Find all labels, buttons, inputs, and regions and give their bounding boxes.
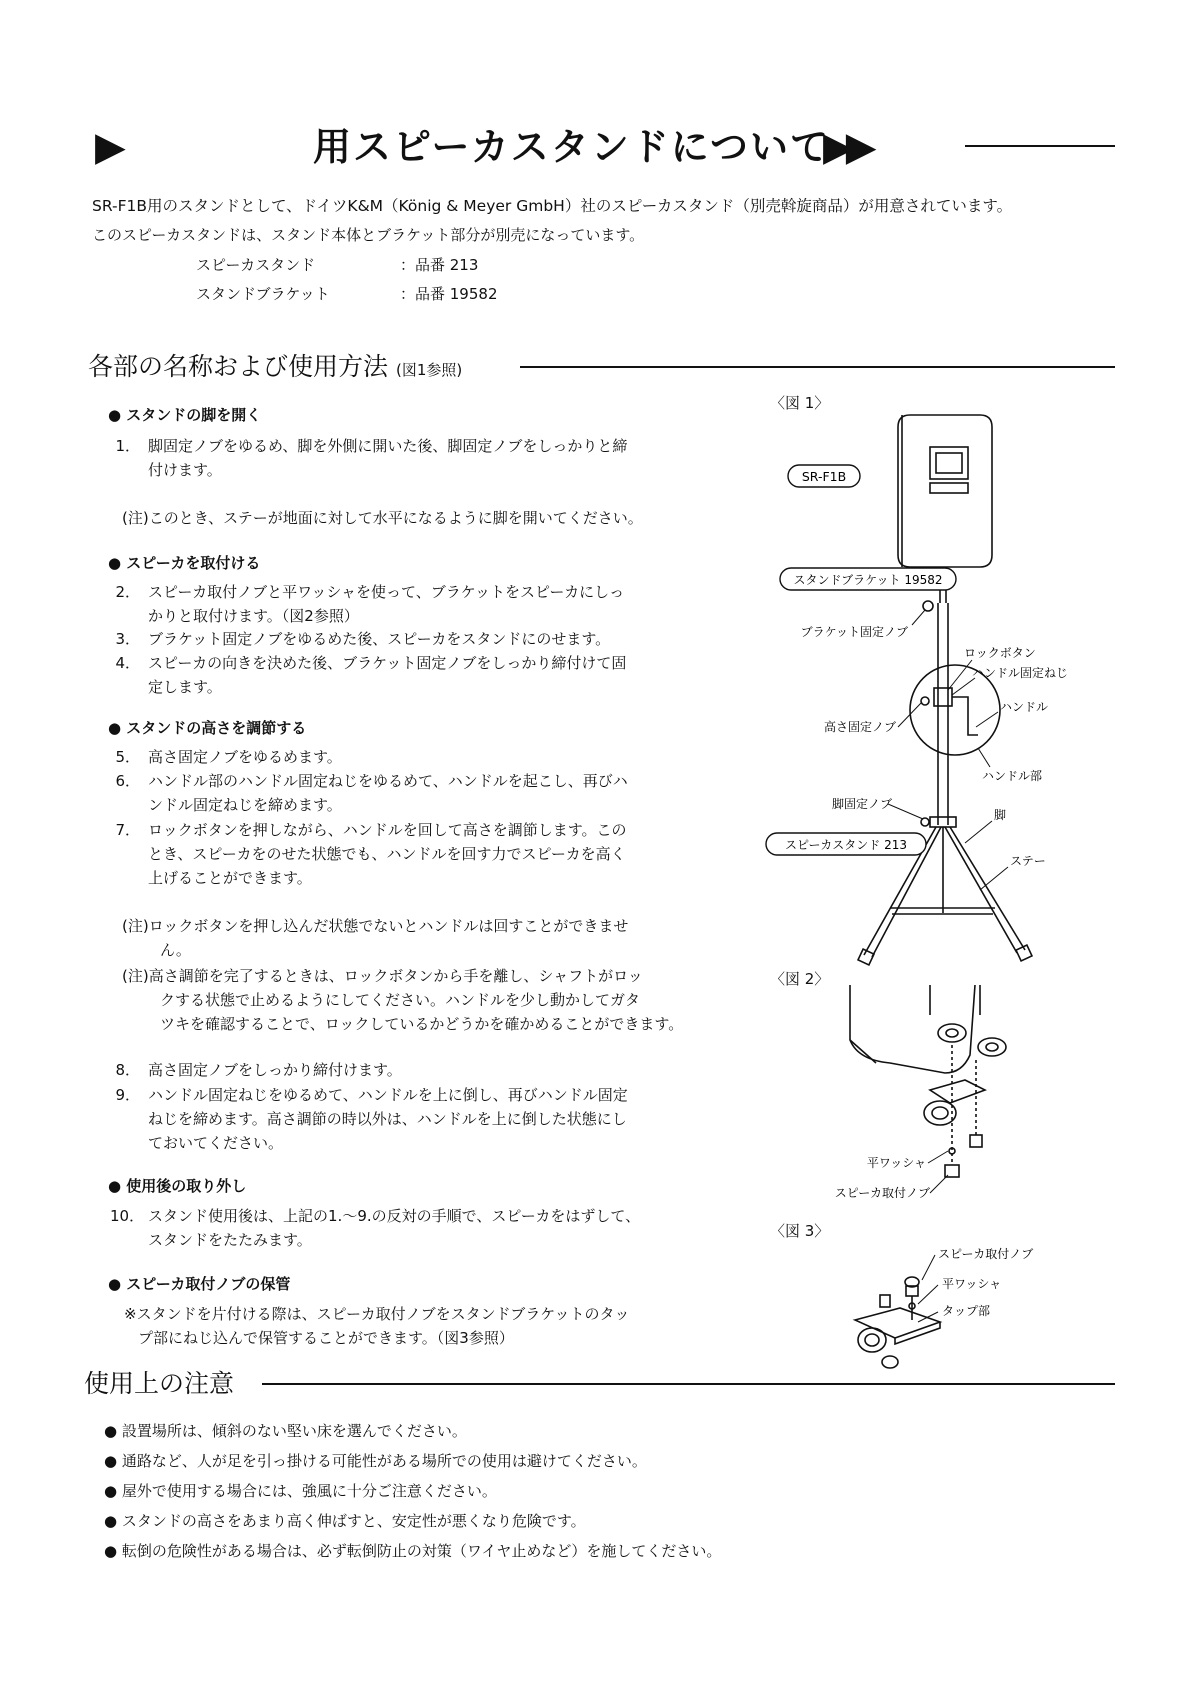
step-10-line-2: スタンドをたたみます。 bbox=[148, 1231, 312, 1249]
figure-1-diagram bbox=[760, 405, 1120, 970]
note-3-line-3: ツキを確認することで、ロックしているかどうかを確かめることができます。 bbox=[160, 1015, 684, 1033]
section-heading-parts bbox=[88, 349, 462, 388]
label-handle-part: ハンドル部 bbox=[982, 769, 1043, 783]
caution-5: ● 転倒の危険性がある場合は、必ず転倒防止の対策（ワイヤ止めなど）を施してください。 bbox=[104, 1542, 722, 1560]
label-height-knob: 高さ固定ノブ bbox=[823, 720, 896, 734]
note-3-line-1: (注)高さ調節を完了するときは、ロックボタンから手を離し、シャフトがロッ bbox=[122, 967, 643, 985]
step-9-number: 9． bbox=[115, 1086, 140, 1104]
label-handle-screw: ハンドル固定ねじ bbox=[972, 666, 1069, 680]
label-bracket: スタンドブラケット 19582 bbox=[793, 573, 943, 587]
step-7-line-1: ロックボタンを押しながら、ハンドルを回して高さを調節します。この bbox=[148, 821, 627, 839]
step-9-line-1: ハンドル固定ねじをゆるめて、ハンドルを上に倒し、再びハンドル固定 bbox=[148, 1086, 628, 1104]
section-heading-cautions: 使用上の注意 bbox=[84, 1369, 235, 1398]
speaker-bottom bbox=[850, 985, 1006, 1073]
note-3 bbox=[122, 964, 732, 1036]
bracket-parts bbox=[924, 1045, 985, 1177]
product-name-stand: スピーカスタンド bbox=[196, 256, 316, 274]
figure-3-caption: 〈図 3〉 bbox=[770, 1222, 830, 1240]
step-5 bbox=[110, 745, 730, 769]
subheading-knob-storage: ● スピーカ取付ノブの保管 bbox=[108, 1275, 291, 1293]
step-8-number: 8． bbox=[115, 1061, 140, 1079]
figure-2-caption: 〈図 2〉 bbox=[770, 970, 830, 988]
note-2-line-2: ん。 bbox=[160, 941, 191, 959]
pill-label-bracket bbox=[780, 568, 956, 590]
step-7-line-3: 上げることができます。 bbox=[148, 869, 312, 887]
note-2 bbox=[122, 914, 732, 962]
step-3-number: 3． bbox=[115, 630, 140, 648]
step-10-line-1: スタンド使用後は、上記の1.～9.の反対の手順で、スピーカをはずして、 bbox=[148, 1207, 641, 1225]
subheading-adjust-height: ● スタンドの高さを調節する bbox=[108, 719, 307, 737]
step-5-line-1: 高さ固定ノブをゆるめます。 bbox=[148, 748, 342, 766]
step-4 bbox=[110, 651, 730, 699]
speaker-box bbox=[898, 415, 992, 567]
label-lock-button: ロックボタン bbox=[964, 646, 1036, 660]
header-arrow-left: ▶ bbox=[95, 124, 126, 170]
label-bracket-knob: ブラケット固定ノブ bbox=[800, 625, 908, 639]
label-fig3-knob: スピーカ取付ノブ bbox=[938, 1247, 1034, 1261]
step-1-line-2: 付けます。 bbox=[148, 461, 222, 479]
step-10 bbox=[110, 1204, 730, 1252]
label-stand: スピーカスタンド 213 bbox=[785, 838, 907, 852]
step-6 bbox=[110, 769, 730, 817]
step-3-line-1: ブラケット固定ノブをゆるめた後、スピーカをスタンドにのせます。 bbox=[148, 630, 611, 648]
caution-4: ● スタンドの高さをあまり高く伸ばすと、安定性が悪くなり危険です。 bbox=[104, 1512, 586, 1530]
step-8-line-1: 高さ固定ノブをしっかり締付けます。 bbox=[148, 1061, 402, 1079]
label-fig3-tap: タップ部 bbox=[942, 1304, 991, 1318]
step-4-number: 4． bbox=[115, 654, 140, 672]
caution-2: ● 通路など、人が足を引っ掛ける可能性がある場所での使用は避けてください。 bbox=[104, 1452, 647, 1470]
step-9-line-3: ておいてください。 bbox=[148, 1134, 284, 1152]
label-speaker-model: SR-F1B bbox=[801, 469, 847, 484]
storage-note bbox=[124, 1302, 734, 1350]
step-2-line-2: かりと取付けます。（図2参照） bbox=[148, 607, 359, 625]
step-3 bbox=[110, 627, 730, 651]
label-fig2-knob: スピーカ取付ノブ bbox=[834, 1186, 930, 1200]
storage-note-line-1: ※スタンドを片付ける際は、スピーカ取付ノブをスタンドブラケットのタッ bbox=[124, 1305, 630, 1323]
step-2 bbox=[110, 580, 730, 628]
step-5-number: 5． bbox=[115, 748, 140, 766]
step-6-line-2: ンドル固定ねじを締めます。 bbox=[148, 796, 342, 814]
header-arrow-right: ▶▶ bbox=[823, 124, 869, 170]
pill-label-speaker bbox=[788, 465, 860, 487]
caution-1: ● 設置場所は、傾斜のない堅い床を選んでください。 bbox=[104, 1422, 467, 1440]
intro-line-1: SR-F1B用のスタンドとして、ドイツK&M（König & Meyer GmbH）社のスピーカスタンド（別売斡旋商品）が用意されています。 bbox=[92, 197, 1013, 215]
step-1 bbox=[110, 434, 730, 482]
storage-note-line-2: プ部にねじ込んで保管することができます。（図3参照） bbox=[138, 1329, 514, 1347]
product-name-bracket: スタンドブラケット bbox=[196, 285, 330, 303]
fig3-leaders bbox=[918, 1255, 938, 1322]
step-7-number: 7． bbox=[115, 821, 140, 839]
note-2-line-1: (注)ロックボタンを押し込んだ状態でないとハンドルは回すことができませ bbox=[122, 917, 629, 935]
step-8 bbox=[110, 1058, 730, 1082]
step-7 bbox=[110, 818, 730, 890]
pill-label-stand bbox=[766, 833, 926, 855]
figure-3-diagram bbox=[840, 1240, 1060, 1370]
label-stay: ステー bbox=[1010, 854, 1046, 868]
step-2-number: 2． bbox=[115, 583, 140, 601]
subheading-open-legs: ● スタンドの脚を開く bbox=[108, 406, 262, 424]
intro-line-2: このスピーカスタンドは、スタンド本体とブラケット部分が別売になっています。 bbox=[92, 226, 645, 244]
section-heading-parts-text: 各部の名称および使用方法 bbox=[88, 352, 389, 381]
page-title: 用スピーカスタンドについて bbox=[313, 125, 830, 169]
section-rule-1 bbox=[520, 366, 1115, 368]
step-1-line-1: 脚固定ノブをゆるめ、脚を外側に開いた後、脚固定ノブをしっかりと締 bbox=[148, 437, 628, 455]
section-rule-2 bbox=[262, 1383, 1115, 1385]
step-4-line-1: スピーカの向きを決めた後、ブラケット固定ノブをしっかり締付けて固 bbox=[148, 654, 627, 672]
label-fig3-washer: 平ワッシャ bbox=[942, 1277, 1002, 1291]
product-number-bracket: ：品番 19582 bbox=[400, 285, 498, 303]
step-6-line-1: ハンドル部のハンドル固定ねじをゆるめて、ハンドルを起こし、再びハ bbox=[148, 772, 628, 790]
subheading-attach-speaker: ● スピーカを取付ける bbox=[108, 554, 261, 572]
step-9 bbox=[110, 1083, 730, 1155]
subheading-removal: ● 使用後の取り外し bbox=[108, 1177, 247, 1195]
note-1: (注)このとき、ステーが地面に対して水平になるように脚を開いてください。 bbox=[122, 509, 643, 527]
label-handle: ハンドル bbox=[1000, 700, 1049, 714]
label-fig2-washer: 平ワッシャ bbox=[866, 1156, 926, 1170]
product-number-stand: ：品番 213 bbox=[400, 256, 479, 274]
step-9-line-2: ねじを締めます。高さ調節の時以外は、ハンドルを上に倒した状態にし bbox=[148, 1110, 627, 1128]
stand-pole bbox=[910, 603, 1000, 825]
step-2-line-1: スピーカ取付ノブと平ワッシャを使って、ブラケットをスピーカにしっ bbox=[148, 583, 625, 601]
step-10-number: 10． bbox=[110, 1207, 145, 1225]
section-heading-parts-note: (図1参照) bbox=[396, 361, 463, 379]
note-3-line-2: クする状態で止めるようにしてください。ハンドルを少し動かしてガタ bbox=[160, 991, 641, 1009]
bracket-tap bbox=[855, 1277, 940, 1368]
step-7-line-2: とき、スピーカをのせた状態でも、ハンドルを回す力でスピーカを高く bbox=[148, 845, 626, 863]
step-4-line-2: 定します。 bbox=[148, 678, 222, 696]
header-rule bbox=[965, 145, 1115, 147]
label-leg-knob: 脚固定ノブ bbox=[831, 797, 892, 811]
step-6-number: 6． bbox=[115, 772, 140, 790]
label-leg: 脚 bbox=[994, 808, 1007, 822]
caution-3: ● 屋外で使用する場合には、強風に十分ご注意ください。 bbox=[104, 1482, 497, 1500]
step-1-number: 1． bbox=[115, 437, 140, 455]
figure-1-caption: 〈図 1〉 bbox=[770, 394, 830, 412]
figure-2-diagram bbox=[780, 985, 1080, 1210]
